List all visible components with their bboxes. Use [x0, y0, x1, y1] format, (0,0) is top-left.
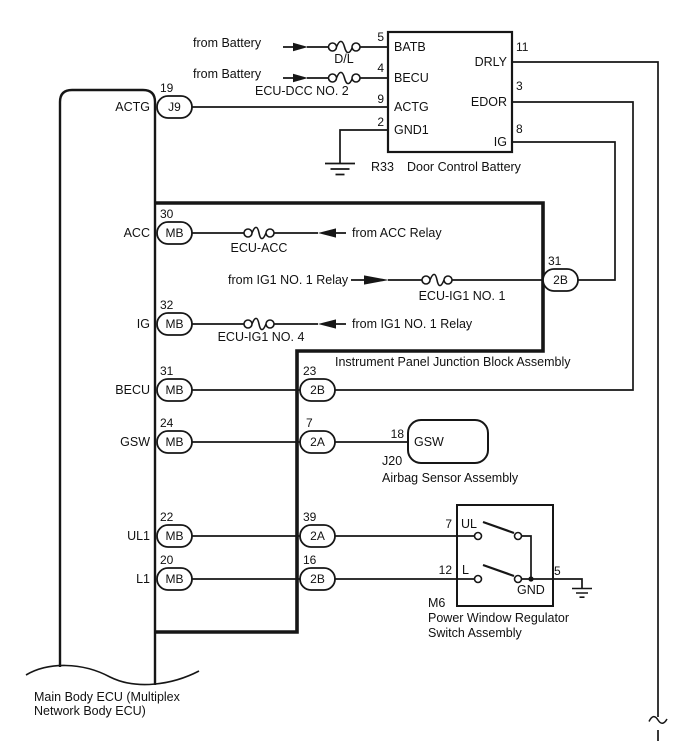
ecu-signal-ig: IG	[136, 317, 150, 331]
junction-block-outline	[155, 203, 543, 632]
airbag-pin-name: GSW	[414, 435, 444, 449]
airbag-name: Airbag Sensor Assembly	[382, 471, 519, 485]
connector-text-2b-23: 2B	[310, 383, 325, 397]
r33-pin-number-ig: 8	[516, 122, 523, 136]
jb-pin-number-31: 31	[548, 254, 562, 268]
connector-text-mb-20: MB	[165, 572, 184, 586]
connector-text-2a-7: 2A	[310, 435, 325, 449]
ecu-pin-number-31: 31	[160, 364, 174, 378]
r33-pin-number-edor: 3	[516, 79, 523, 93]
r33-pin-name-ig: IG	[493, 135, 507, 149]
switch-name-line2: Switch Assembly	[428, 626, 522, 640]
connector-text-2b-16: 2B	[310, 572, 325, 586]
source-label-battery-1: from Battery	[193, 36, 262, 50]
fuse-ecu-ig1-no1-symbol	[422, 274, 452, 285]
r33-name: Door Control Battery	[407, 160, 521, 174]
junction-block-name: Instrument Panel Junction Block Assembly	[335, 355, 571, 369]
airbag-pin-number: 18	[390, 427, 404, 441]
arrow-right-batb	[293, 43, 308, 51]
switch-code: M6	[428, 596, 446, 610]
wire-ig-r33-to-2b31	[512, 142, 615, 280]
fuse-label-ecu-acc: ECU-ACC	[230, 241, 288, 255]
wire-gnd1	[340, 130, 388, 163]
fuse-dl-symbol	[329, 41, 361, 52]
r33-pin-number-becu: 4	[377, 61, 384, 75]
switch-gnd-label: GND	[517, 583, 545, 597]
switch-ul-lever	[483, 522, 514, 533]
arrow-right-ig1-no1	[364, 275, 389, 284]
connector-text-mb-32: MB	[165, 317, 184, 331]
r33-pin-number-drly: 11	[516, 40, 529, 54]
connector-text-mb-30: MB	[165, 226, 184, 240]
fuse-label-ecu-dcc: ECU-DCC NO. 2	[255, 84, 349, 98]
ecu-signal-l1: L1	[136, 572, 150, 586]
switch-l-terminal	[475, 576, 482, 583]
connector-text-2a-39: 2A	[310, 529, 325, 543]
arrow-left-acc	[318, 228, 336, 237]
ground-symbol-gnd1	[325, 164, 355, 175]
ecu-signal-becu: BECU	[115, 383, 150, 397]
arrow-right-becu	[293, 74, 308, 82]
fuse-label-ecu-ig1-no4: ECU-IG1 NO. 4	[217, 330, 305, 344]
source-label-acc-relay: from ACC Relay	[352, 226, 442, 240]
switch-ul-terminal	[475, 533, 482, 540]
main-body-ecu-break-wave	[26, 665, 199, 684]
r33-pin-name-gnd1: GND1	[394, 123, 429, 137]
ecu-signal-acc: ACC	[123, 226, 150, 240]
ecu-signal-gsw: GSW	[120, 435, 150, 449]
ecu-name-line2: Network Body ECU)	[34, 704, 146, 718]
connector-text-mb-31: MB	[165, 383, 184, 397]
ecu-pin-number-30: 30	[160, 207, 174, 221]
switch-l-contact	[515, 576, 522, 583]
ecu-pin-number-19: 19	[160, 81, 174, 95]
fuse-ecu-ig1-no4-symbol	[244, 318, 274, 329]
r33-pin-name-actg: ACTG	[394, 100, 429, 114]
r33-pin-name-drly: DRLY	[474, 55, 507, 69]
r33-code: R33	[371, 160, 394, 174]
switch-name-line1: Power Window Regulator	[428, 611, 570, 625]
r33-pin-number-gnd1: 2	[377, 115, 384, 129]
ecu-signal-actg: ACTG	[115, 100, 150, 114]
switch-pin-number-ul: 7	[445, 517, 452, 531]
jb-pin-number-23: 23	[303, 364, 317, 378]
airbag-code: J20	[382, 454, 403, 468]
r33-pin-name-edor: EDOR	[470, 95, 507, 109]
arrow-left-ig	[318, 319, 336, 328]
jb-pin-number-7: 7	[306, 416, 313, 430]
ecu-pin-number-20: 20	[160, 553, 174, 567]
switch-junction-dot	[528, 576, 533, 581]
switch-pin-name-l: L	[462, 563, 469, 577]
r33-pin-number-batb: 5	[377, 30, 384, 44]
switch-ul-contact	[515, 533, 522, 540]
fuse-ecu-dcc-symbol	[329, 72, 361, 83]
ecu-name-line1: Main Body ECU (Multiplex	[34, 690, 180, 704]
switch-pin-number-l: 12	[438, 563, 452, 577]
r33-pin-name-becu: BECU	[394, 71, 429, 85]
wire-break-symbol	[649, 717, 667, 724]
fuse-ecu-acc-symbol	[244, 227, 274, 238]
ecu-pin-number-22: 22	[160, 510, 174, 524]
ecu-signal-ul1: UL1	[127, 529, 150, 543]
switch-pin-number-gnd: 5	[554, 564, 561, 578]
connector-text-j9: J9	[168, 100, 181, 114]
fuse-label-ecu-ig1-no1: ECU-IG1 NO. 1	[418, 289, 506, 303]
r33-pin-number-actg: 9	[377, 92, 384, 106]
ground-symbol-switch	[572, 589, 592, 598]
source-label-ig1-relay-ig: from IG1 NO. 1 Relay	[352, 317, 473, 331]
jb-pin-number-39: 39	[303, 510, 317, 524]
connector-text-mb-24: MB	[165, 435, 184, 449]
source-label-ig1-relay-mid: from IG1 NO. 1 Relay	[228, 273, 349, 287]
ecu-pin-number-32: 32	[160, 298, 174, 312]
switch-pin-name-ul: UL	[461, 517, 477, 531]
connector-text-mb-22: MB	[165, 529, 184, 543]
wire-switch-ul-out	[522, 536, 532, 579]
connector-text-2b-31: 2B	[553, 273, 568, 287]
r33-pin-name-batb: BATB	[394, 40, 426, 54]
switch-l-lever	[483, 565, 514, 576]
source-label-battery-2: from Battery	[193, 67, 262, 81]
ecu-pin-number-24: 24	[160, 416, 174, 430]
jb-pin-number-16: 16	[303, 553, 317, 567]
fuse-label-dl: D/L	[334, 52, 354, 66]
